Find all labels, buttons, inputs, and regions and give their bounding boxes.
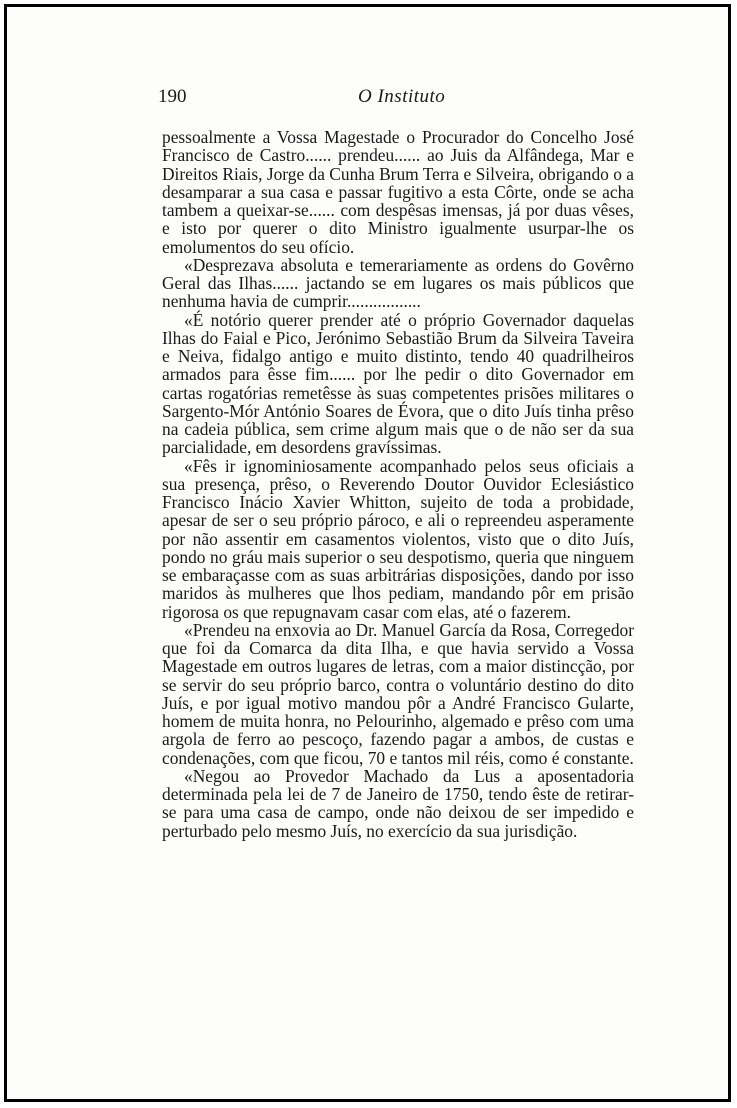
paragraph: «Prendeu na enxovia ao Dr. Manuel García da Rosa, Corregedor que foi da Comarca da dita Ilha, e que havia servido a Vossa Magestade em outros lugares de letras, com a maior distincção, por se servir do seu próprio barco, contra o voluntário destino do dito Juís, e por igual motivo mandou pôr a André Francisco Gularte, homem de muita honra, no Pelourinho, algemado e prêso com uma argola de ferro ao pescoço, fazendo pagar a ambos, de custas e condenações, com que ficou, 70 e tantos mil réis, como é constante.: [162, 619, 634, 768]
page-number: 190: [158, 86, 187, 107]
running-title: O Instituto: [358, 86, 446, 107]
paragraph: «Desprezava absoluta e temerariamente as ordens do Govêrno Geral das Ilhas...... jactando se em lugares os mais públicos que nenhuma havia de cumprir.................: [162, 254, 634, 312]
paragraph: pessoalmente a Vossa Magestade o Procurador do Concelho José Francisco de Castro...... prendeu...... ao Juis da Alfândega, Mar e Direitos Riais, Jorge da Cunha Brum Terra e Silveira, obrigando o a desamparar a sua casa e passar fugitivo a esta Côrte, onde se acha tambem a queixar-se...... com despêsas imensas, já por duas vêses, e isto por querer o dito Ministro igualmente usurpar-lhe os emolumentos do seu ofício.: [162, 127, 634, 257]
paragraph: «É notório querer prender até o próprio Governador daquelas Ilhas do Faial e Pico, Jerónimo Sebastião Brum da Silveira Taveira e Neiva, fidalgo antigo e muito distinto, tendo 40 quadrilheiros armados para êsse fim...... por lhe pedir o dito Governador em cartas rogatórias remetêsse às suas competentes prisões militares o Sargento-Mór António Soares de Évora, que o dito Juís tinha prêso na cadeia pública, sem crime algum mais que o de não ser da sua parcialidade, em desordens gravíssimas.: [162, 309, 634, 458]
paragraph: «Fês ir ignominiosamente acompanhado pelos seus oficiais a sua presença, prêso, o Reverendo Doutor Ouvidor Eclesiástico Francisco Inácio Xavier Whitton, sujeito de toda a probidade, apesar de ser o seu próprio pároco, e ali o repreendeu asperamente por não assentir em casamentos violentos, visto que o dito Juís, pondo no gráu mais superior o seu despotismo, queria que ninguem se embaraçasse com as suas arbitrárias disposições, dando por isso maridos às mulheres que lhos pediam, mandando pôr em prisão rigorosa os que repugnavam casar com elas, até o fazerem.: [162, 455, 634, 622]
paragraph: «Negou ao Provedor Machado da Lus a aposentadoria determinada pela lei de 7 de Janeiro de 1750, tendo êste de retirar-se para uma casa de campo, onde não deixou de ser impedido e perturbado pelo mesmo Juís, no exercício da sua jurisdição.: [162, 765, 634, 841]
body-text: [162, 128, 634, 840]
page-header: [158, 86, 634, 110]
